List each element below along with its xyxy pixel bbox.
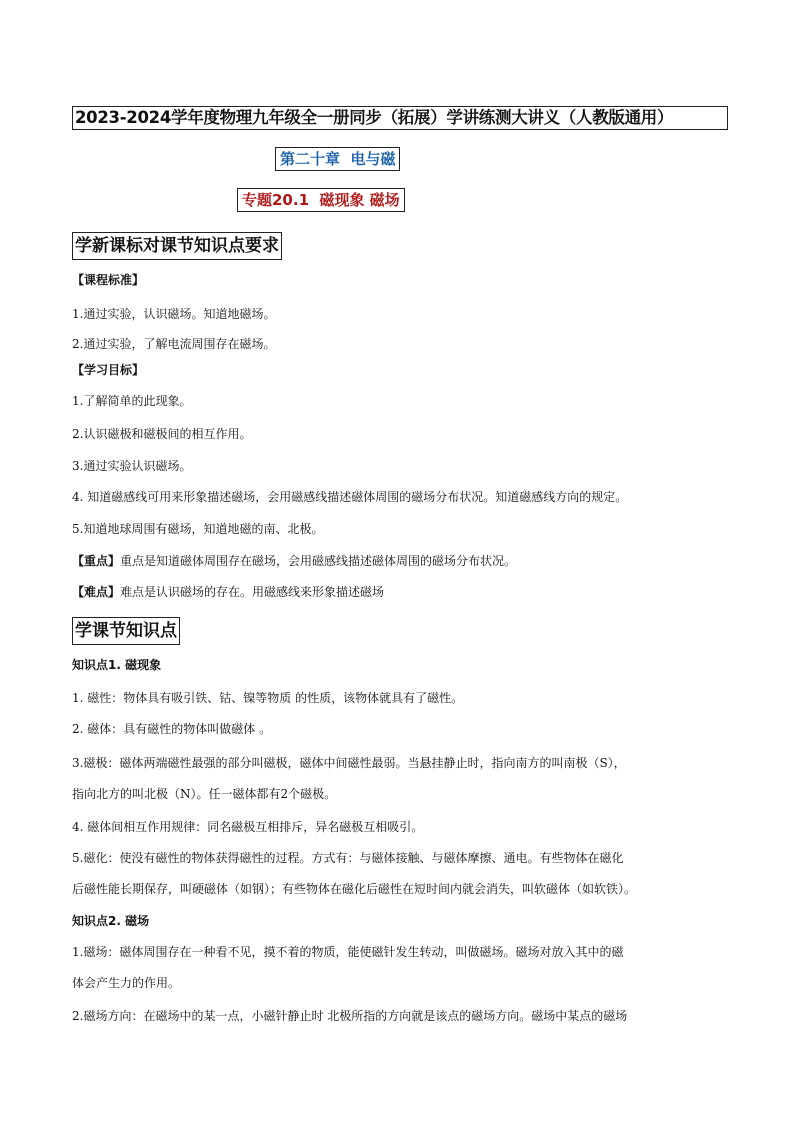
knowledge-item: 2. 磁体：具有磁性的物体叫做磁体 。 [72, 722, 272, 736]
standard-item: 2.通过实验，了解电流周围存在磁场。 [72, 337, 276, 351]
goal-item: 1.了解简单的此现象。 [72, 394, 192, 408]
knowledge-item: 1. 磁性：物体具有吸引铁、钴、镍等物质 的性质，该物体就具有了磁性。 [72, 691, 464, 705]
goal-item: 2.认识磁极和磁极间的相互作用。 [72, 427, 252, 441]
chapter-title: 第二十章 电与磁 [275, 147, 400, 171]
learning-goal-label: 【学习目标】 [72, 363, 145, 377]
section-heading-requirements: 学新课标对课节知识点要求 [72, 232, 282, 260]
document-title: 2023-2024学年度物理九年级全一册同步（拓展）学讲练测大讲义（人教版通用） [72, 106, 728, 130]
knowledge-item: 1.磁场：磁体周围存在一种看不见，摸不着的物质，能使磁针发生转动，叫做磁场。磁场对放入其中的磁 [72, 945, 624, 959]
difficult-point-label: 【难点】 [72, 585, 121, 599]
course-standard-label: 【课程标准】 [72, 273, 145, 287]
goal-item: 5.知道地球周围有磁场，知道地磁的南、北极。 [72, 522, 324, 536]
knowledge-point-title: 知识点1. 磁现象 [72, 658, 162, 672]
knowledge-item: 2.磁场方向：在磁场中的某一点，小磁针静止时 北极所指的方向就是该点的磁场方向。磁场中某点的磁场 [72, 1009, 628, 1023]
knowledge-item: 4. 磁体间相互作用规律：同名磁极互相排斥，异名磁极互相吸引。 [72, 820, 424, 834]
difficult-point-line [72, 584, 732, 600]
goal-item: 4. 知道磁感线可用来形象描述磁场，会用磁感线描述磁体周围的磁场分布状况。知道磁感线方向的规定。 [72, 490, 628, 504]
knowledge-item: 体会产生力的作用。 [72, 976, 181, 990]
knowledge-item: 5.磁化：使没有磁性的物体获得磁性的过程。方式有：与磁体接触、与磁体摩擦、通电。有些物体在磁化 [72, 851, 624, 865]
section-heading-knowledge: 学课节知识点 [72, 617, 180, 645]
knowledge-item: 后磁性能长期保存，叫硬磁体（如钢）；有些物体在磁化后磁性在短时间内就会消失，叫软磁体（如软铁）。 [72, 882, 637, 896]
topic-title: 专题20.1 磁现象 磁场 [237, 188, 405, 212]
standard-item: 1.通过实验，认识磁场。知道地磁场。 [72, 307, 276, 321]
knowledge-item: 3.磁极：磁体两端磁性最强的部分叫磁极，磁体中间磁性最弱。当悬挂静止时，指向南方的叫南极（S）， [72, 756, 626, 770]
key-point-line [72, 553, 732, 569]
knowledge-item: 指向北方的叫北极（N）。任一磁体都有2个磁极。 [72, 787, 337, 801]
knowledge-point-title: 知识点2. 磁场 [72, 914, 150, 928]
key-point-label: 【重点】 [72, 554, 121, 568]
key-point-text: 重点是知道磁体周围存在磁场，会用磁感线描述磁体周围的磁场分布状况。 [120, 554, 517, 568]
goal-item: 3.通过实验认识磁场。 [72, 459, 192, 473]
difficult-point-text: 难点是认识磁场的存在。用磁感线来形象描述磁场 [120, 585, 385, 599]
